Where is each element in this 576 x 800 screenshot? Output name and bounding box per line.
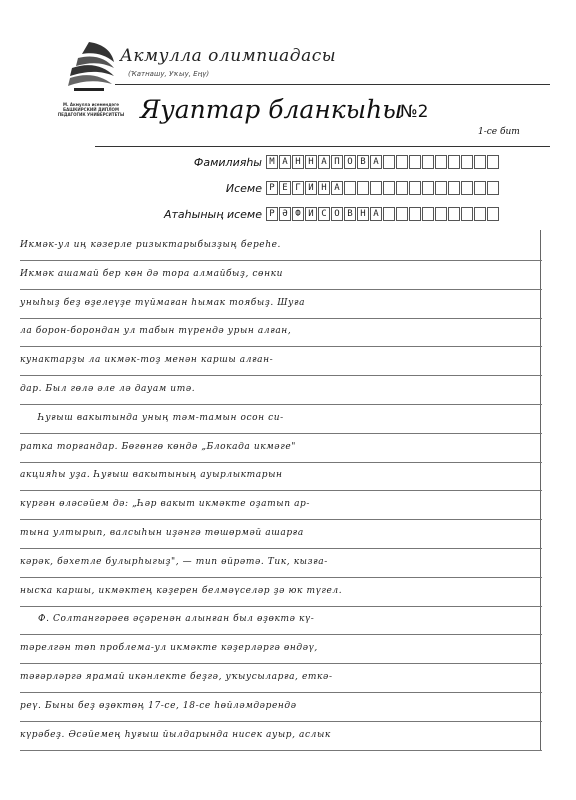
- ruled-line: [20, 577, 542, 578]
- character-box: [409, 181, 421, 195]
- character-box: [422, 207, 434, 221]
- answer-line: күргән өләсәйем дә: „Һәр вакыт икмәкте оҙатып ар-: [20, 499, 311, 510]
- character-box: П: [331, 155, 343, 169]
- character-box: А: [331, 181, 343, 195]
- character-box: [383, 181, 395, 195]
- ruled-line: [20, 346, 542, 347]
- answer-line: кәрәк, бәхетле булырһыгыҙ", — тип өйрәтә. Тик, кызға-: [20, 556, 328, 567]
- ruled-line: [20, 490, 542, 491]
- ruled-line: [20, 519, 542, 520]
- character-box: [357, 181, 369, 195]
- header-divider: [115, 84, 550, 85]
- character-box: И: [305, 181, 317, 195]
- answer-line: тәғәрләргә ярамай икәнлекте беҙгә, уҡыусыларға, еткә-: [20, 672, 333, 682]
- ruled-line: [20, 750, 542, 751]
- university-logo-icon: [60, 38, 118, 102]
- character-box: [448, 181, 460, 195]
- character-box: Р: [266, 181, 278, 195]
- answer-line: Икмәк ашамай бер көн дә тора алмайбыҙ, сөнки: [20, 268, 283, 279]
- answer-line: акцияhы уҙа. Һуғыш вакытының ауырлыктарын: [20, 470, 283, 481]
- sheet-number: №2: [400, 102, 429, 122]
- character-box: [344, 181, 356, 195]
- character-box: [435, 155, 447, 169]
- character-box: Ф: [292, 207, 304, 221]
- name-boxes[interactable]: [266, 181, 500, 195]
- character-box: [474, 181, 486, 195]
- logo-caption-line: ПЕДАГОГИК УНИВЕРСИТЕТЫ: [57, 112, 125, 117]
- character-box: [409, 155, 421, 169]
- character-box: А: [370, 155, 382, 169]
- ruled-line: [20, 548, 542, 549]
- character-box: И: [305, 207, 317, 221]
- character-box: [448, 207, 460, 221]
- sheet-title: Яуаптар бланкыһы: [140, 95, 403, 124]
- answer-line: реү. Быны беҙ өҙөктөң 17-се, 18-се һөйләмдәрендә: [20, 700, 297, 711]
- character-box: [396, 207, 408, 221]
- character-box: [487, 207, 499, 221]
- ruled-line: [20, 289, 542, 290]
- answer-line: дар. Был гөлә әле лә дауам итә.: [20, 384, 196, 394]
- character-box: [435, 207, 447, 221]
- character-box: Г: [292, 181, 304, 195]
- title-divider: [95, 146, 550, 147]
- answer-line: Ф. Солтангәрәев әҫәренән алынған был өҙөктә кү-: [38, 614, 315, 625]
- character-box: [370, 181, 382, 195]
- character-box: [461, 181, 473, 195]
- logo-caption-line: БАШКИРСКИЙ ДИПЛОМ: [63, 107, 119, 112]
- answer-line: Икмәк-ул иң кәзерле ризыктарыбызҙың береhе.: [20, 240, 282, 250]
- patronymic-label: Атаһының исеме: [163, 208, 262, 221]
- answer-line: ла борон-борондан ул табын түрендә урын алған,: [20, 326, 292, 337]
- patronymic-boxes[interactable]: [266, 207, 500, 221]
- character-box: [396, 181, 408, 195]
- surname-label: Фамилияһы: [193, 156, 262, 169]
- character-box: Н: [292, 155, 304, 169]
- ruled-line: [20, 663, 542, 664]
- ruled-line: [20, 433, 542, 434]
- character-box: [383, 155, 395, 169]
- character-box: [396, 155, 408, 169]
- character-box: М: [266, 155, 278, 169]
- character-box: А: [279, 155, 291, 169]
- answer-line: тына ултырып, валсыһын иҙәнгә төшөрмәй ашарға: [20, 528, 304, 538]
- character-box: [435, 181, 447, 195]
- character-box: С: [318, 207, 330, 221]
- olympiad-subtitle: (Ҡатнашу, Уҡыу, Еңү): [128, 70, 210, 78]
- character-box: Н: [305, 155, 317, 169]
- answer-line: Һуғыш вакытында уның тәм-тамын осон си-: [38, 412, 284, 423]
- character-box: [422, 181, 434, 195]
- character-box: Е: [279, 181, 291, 195]
- ruled-line: [20, 692, 542, 693]
- ruled-line: [20, 260, 542, 261]
- ruled-line: [20, 404, 542, 405]
- name-label: Исеме: [225, 182, 262, 195]
- ruled-line: [20, 375, 542, 376]
- character-box: В: [357, 155, 369, 169]
- character-box: А: [318, 155, 330, 169]
- character-box: О: [331, 207, 343, 221]
- character-box: [383, 207, 395, 221]
- character-box: О: [344, 155, 356, 169]
- answer-line: уныһыҙ беҙ өҙелеүҙе түймаған hымак тоябыҙ. Шуға: [20, 297, 306, 308]
- character-box: Н: [357, 207, 369, 221]
- character-box: В: [344, 207, 356, 221]
- ruled-line: [20, 318, 542, 319]
- character-box: [461, 155, 473, 169]
- answer-line: тәрелгән төп проблема-ул икмәкте кәҙерләргә өндәү,: [20, 643, 318, 654]
- character-box: [422, 155, 434, 169]
- olympiad-title: Акмулла олимпиадасы: [120, 46, 337, 66]
- character-box: [448, 155, 460, 169]
- character-box: [474, 207, 486, 221]
- logo-caption: [46, 102, 136, 117]
- ruled-line: [20, 634, 542, 635]
- ruled-line: [20, 606, 542, 607]
- answer-area: [20, 236, 542, 756]
- surname-boxes[interactable]: [266, 155, 500, 169]
- character-box: [474, 155, 486, 169]
- answer-line: ратка торғандар. Бөгөнгө көндә „Блокада икмәге": [20, 441, 297, 452]
- character-box: Ә: [279, 207, 291, 221]
- page-label: 1-се бит: [478, 127, 520, 137]
- answer-line: нысҡа каршы, икмәктең кәҙерен белмәүселәр ҙә юк түгел.: [20, 585, 343, 596]
- character-box: [409, 207, 421, 221]
- character-box: Н: [318, 181, 330, 195]
- answer-line: кунактарҙы ла икмәк-тоҙ менән каршы алған-: [20, 355, 274, 366]
- character-box: [487, 155, 499, 169]
- character-box: Р: [266, 207, 278, 221]
- ruled-line: [20, 462, 542, 463]
- logo-caption-line: М. Акмулла исемендәге: [63, 102, 119, 107]
- character-box: [461, 207, 473, 221]
- character-box: [487, 181, 499, 195]
- answer-line: күрәбеҙ. Әсәйемең һуғыш йылдарында нисек ауыр, аслык: [20, 729, 331, 740]
- ruled-line: [20, 721, 542, 722]
- character-box: А: [370, 207, 382, 221]
